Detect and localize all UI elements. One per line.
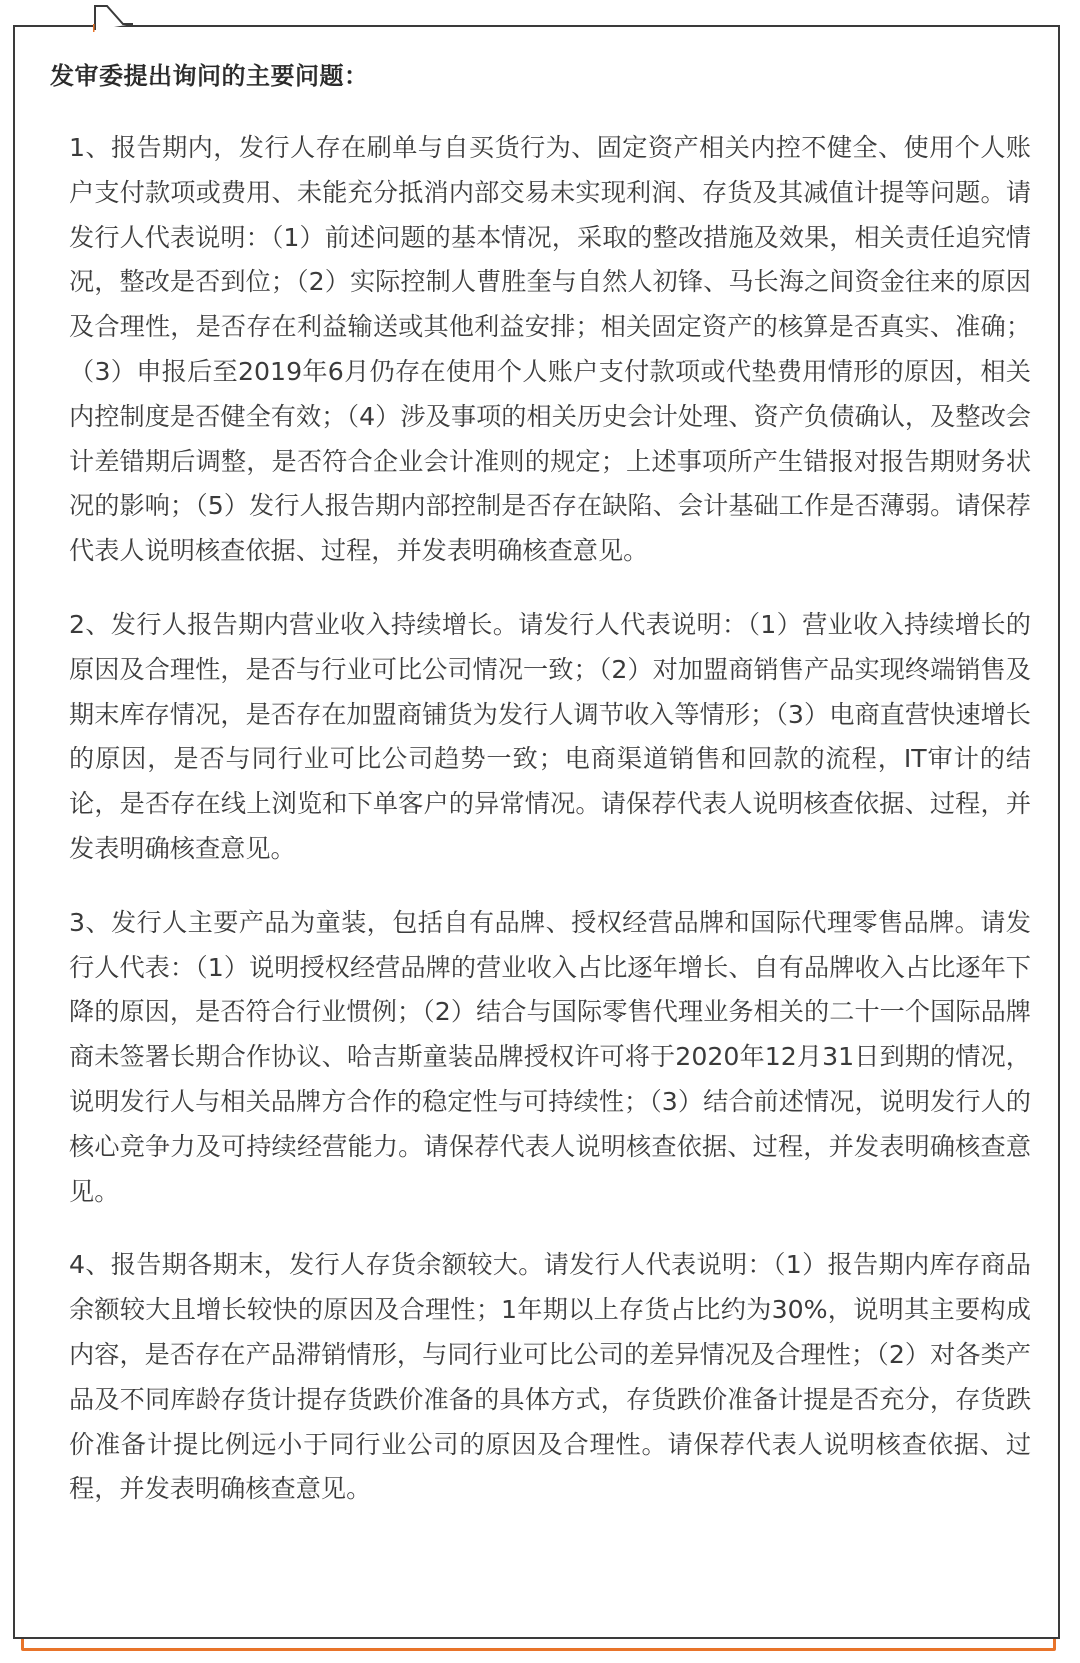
question-4: 4、报告期各期末，发行人存货余额较大。请发行人代表说明：（1）报告期内库存商品余额较大且增长较快的原因及合理性；1年期以上存货占比约为30%，说明其主要构成内容，是否存在产品滞销情形，与同行业可比公司的差异情况及合理性；（2）对各类产品及不同库龄存货计提存货跌价准备的具体方式，存货跌价准备计提是否充分，存货跌价准备计提比例远小于同行业公司的原因及合理性。请保荐代表人说明核查依据、过程，并发表明确核查意见。 xyxy=(69,1250,1031,1504)
questions-list xyxy=(69,126,1031,1541)
card-tab-notch xyxy=(93,4,133,32)
question-3: 3、发行人主要产品为童装，包括自有品牌、授权经营品牌和国际代理零售品牌。请发行人代表：（1）说明授权经营品牌的营业收入占比逐年增长、自有品牌收入占比逐年下降的原因，是否符合行业惯例；（2）结合与国际零售代理业务相关的二十一个国际品牌商未签署长期合作协议、哈吉斯童装品牌授权许可将于2020年12月31日到期的情况，说明发行人与相关品牌方合作的稳定性与可持续性；（3）结合前述情况，说明发行人的核心竞争力及可持续经营能力。请保荐代表人说明核查依据、过程，并发表明确核查意见。 xyxy=(69,907,1031,1206)
page-title: 发审委提出询问的主要问题： xyxy=(50,62,369,90)
question-1: 1、报告期内，发行人存在刷单与自买货行为、固定资产相关内控不健全、使用个人账户支付款项或费用、未能充分抵消内部交易未实现利润、存货及其减值计提等问题。请发行人代表说明：（1）前述问题的基本情况，采取的整改措施及效果，相关责任追究情况，整改是否到位；（2）实际控制人曹胜奎与自然人初锋、马长海之间资金往来的原因及合理性，是否存在利益输送或其他利益安排；相关固定资产的核算是否真实、准确；（3）申报后至2019年6月仍存在使用个人账户支付款项或代垫费用情形的原因，相关内控制度是否健全有效；（4）涉及事项的相关历史会计处理、资产负债确认，及整改会计差错期后调整，是否符合企业会计准则的规定；上述事项所产生错报对报告期财务状况的影响；（5）发行人报告期内部控制是否存在缺陷、会计基础工作是否薄弱。请保荐代表人说明核查依据、过程，并发表明确核查意见。 xyxy=(69,133,1031,566)
question-2: 2、发行人报告期内营业收入持续增长。请发行人代表说明：（1）营业收入持续增长的原因及合理性，是否与行业可比公司情况一致；（2）对加盟商销售产品实现终端销售及期末库存情况，是否存在加盟商铺货为发行人调节收入等情形；（3）电商直营快速增长的原因，是否与同行业可比公司趋势一致；电商渠道销售和回款的流程，IT审计的结论，是否存在线上浏览和下单客户的异常情况。请保荐代表人说明核查依据、过程，并发表明确核查意见。 xyxy=(69,609,1031,863)
